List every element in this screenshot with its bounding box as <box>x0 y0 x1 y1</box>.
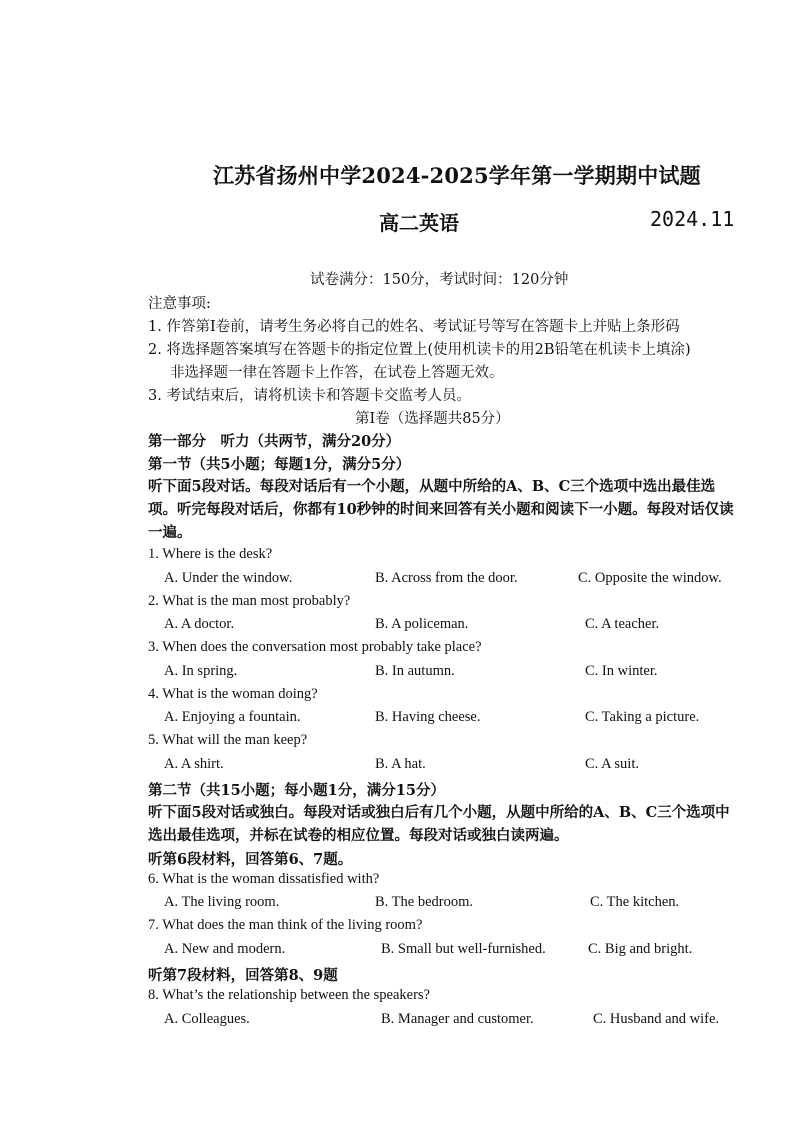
exam-info: 试卷满分：150分，考试时间：120分钟 <box>310 272 569 288</box>
notice-item-2: 2. 将选择题答案填写在答题卡的指定位置上(使用机读卡的用2B铅笔在机读卡上填涂) <box>148 342 691 358</box>
option-a: A. Under the window. <box>164 570 293 586</box>
question-text: 4. What is the woman doing? <box>148 686 318 702</box>
notice-item-3: 3. 考试结束后，请将机读卡和答题卡交监考人员。 <box>148 388 471 404</box>
material-6-label: 听第6段材料，回答第6、7题。 <box>148 851 353 868</box>
option-c: C. A suit. <box>585 756 639 772</box>
option-a: A. A doctor. <box>164 616 235 632</box>
option-a: A. In spring. <box>164 663 238 679</box>
material-7-label: 听第7段材料，回答第8、9题 <box>148 967 338 984</box>
option-c: C. Taking a picture. <box>585 709 700 725</box>
section1-instructions: 听下面5段对话。每段对话后有一个小题，从题中所给的A、B、C三个选项中选出最佳选项。听完每段对话后，你都有10秒钟的时间来回答有关小题和阅读下一小题。每段对话仅读一遍。 <box>148 478 734 541</box>
question-text: 2. What is the man most probably? <box>148 593 351 609</box>
section2-title: 第二节（共15小题；每小题1分，满分15分） <box>148 782 445 799</box>
notice-heading: 注意事项: <box>148 296 211 312</box>
exam-subtitle: 高二英语 <box>379 211 459 235</box>
option-c: C. A teacher. <box>585 616 660 632</box>
option-b: B. A policeman. <box>375 616 469 632</box>
volume-title: 第Ⅰ卷（选择题共85分） <box>355 411 510 427</box>
question-text: 7. What does the man think of the living room? <box>148 917 423 933</box>
option-a: A. New and modern. <box>164 941 286 957</box>
section2-instructions: 听下面5段对话或独白。每段对话或独白后有几个小题，从题中所给的A、B、C三个选项中选出最佳选项，并标在试卷的相应位置。每段对话或独白读两遍。 <box>148 804 730 844</box>
option-c: C. In winter. <box>585 663 658 679</box>
option-b: B. In autumn. <box>375 663 455 679</box>
question-text: 1. Where is the desk? <box>148 546 273 562</box>
question-text: 5. What will the man keep? <box>148 732 308 748</box>
option-b: B. Across from the door. <box>375 570 518 586</box>
notice-item-1: 1. 作答第Ⅰ卷前，请考生务必将自己的姓名、考试证号等写在答题卡上并贴上条形码 <box>148 319 680 335</box>
question-text: 6. What is the woman dissatisfied with? <box>148 871 380 887</box>
option-b: B. Manager and customer. <box>381 1011 534 1027</box>
part1-title: 第一部分 听力（共两节，满分20分） <box>148 433 401 450</box>
question-text: 8. What’s the relationship between the speakers? <box>148 987 430 1003</box>
option-b: B. A hat. <box>375 756 426 772</box>
question-text: 3. When does the conversation most probably take place? <box>148 639 482 655</box>
option-c: C. Opposite the window. <box>578 570 722 586</box>
section1-title: 第一节（共5小题；每题1分，满分5分） <box>148 456 411 473</box>
exam-title: 江苏省扬州中学2024-2025学年第一学期期中试题 <box>213 163 701 188</box>
option-b: B. The bedroom. <box>375 894 473 910</box>
option-b: B. Small but well-furnished. <box>381 941 546 957</box>
option-c: C. The kitchen. <box>590 894 680 910</box>
notice-item-2-cont: 非选择题一律在答题卡上作答，在试卷上答题无效。 <box>170 365 504 381</box>
option-c: C. Husband and wife. <box>593 1011 720 1027</box>
option-b: B. Having cheese. <box>375 709 481 725</box>
option-c: C. Big and bright. <box>588 941 693 957</box>
option-a: A. The living room. <box>164 894 280 910</box>
exam-date: 2024.11 <box>650 207 735 231</box>
option-a: A. Colleagues. <box>164 1011 250 1027</box>
option-a: A. A shirt. <box>164 756 224 772</box>
option-a: A. Enjoying a fountain. <box>164 709 301 725</box>
